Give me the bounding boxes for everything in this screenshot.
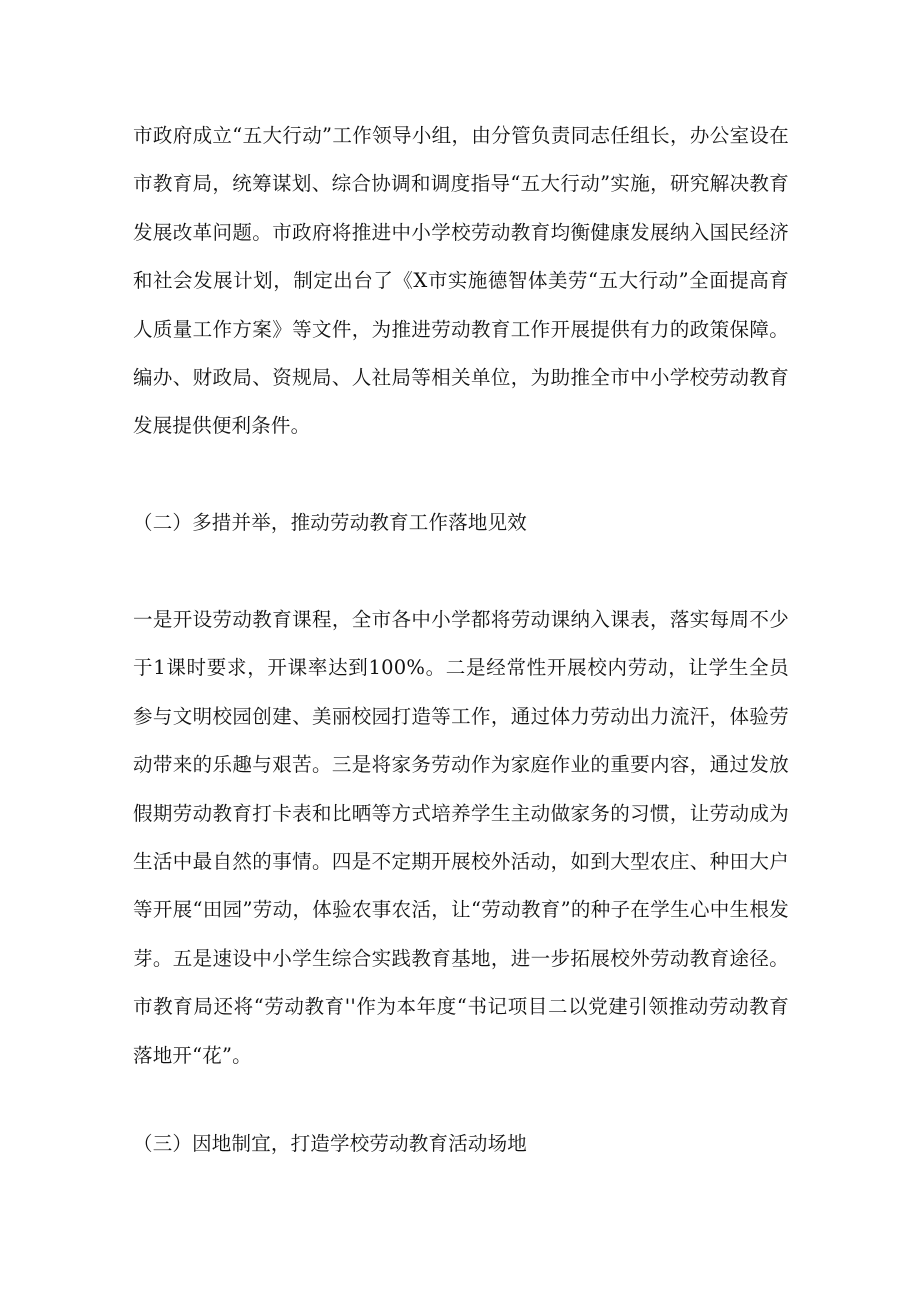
paragraph-leadership-group: 市政府成立“五大行动”工作领导小组，由分管负责同志任组长，办公室设在市教育局，统筹谋划、综合协调和调度指导“五大行动”实施，研究解决教育发展改革问题。市政府将推进中小学校劳动教育均衡健康发展纳入国民经济和社会发展计划，制定出台了《X市实施德智体美劳“五大行动”全面提高育人质量工作方案》等文件，为推进劳动教育工作开展提供有力的政策保障。编办、财政局、资规局、人社局等相关单位，为助推全市中小学校劳动教育发展提供便利条件。 bbox=[133, 124, 789, 438]
section-heading-three: （三）因地制宜，打造学校劳动教育活动场地 bbox=[133, 1132, 528, 1155]
paragraph-multiple-measures: 一是开设劳动教育课程，全市各中小学都将劳动课纳入课表，落实每周不少于1课时要求，开课率达到100%。二是经常性开展校内劳动，让学生全员参与文明校园创建、美丽校园打造等工作，通过体力劳动出力流汗，体验劳动带来的乐趣与艰苦。三是将家务劳动作为家庭作业的重要内容，通过发放假期劳动教育打卡表和比晒等方式培养学生主动做家务的习惯，让劳动成为生活中最自然的事情。四是不定期开展校外活动，如到大型农庄、种田大户等开展“田园”劳动，体验农事农活，让“劳动教育”的种子在学生心中生根发芽。五是速设中小学生综合实践教育基地，进一步拓展校外劳动教育途径。市教育局还将“劳动教育''作为本年度“书记项目二以党建引领推动劳动教育落地开“花”。 bbox=[133, 608, 789, 1067]
section-heading-two: （二）多措并举，推动劳动教育工作落地见效 bbox=[133, 511, 528, 534]
